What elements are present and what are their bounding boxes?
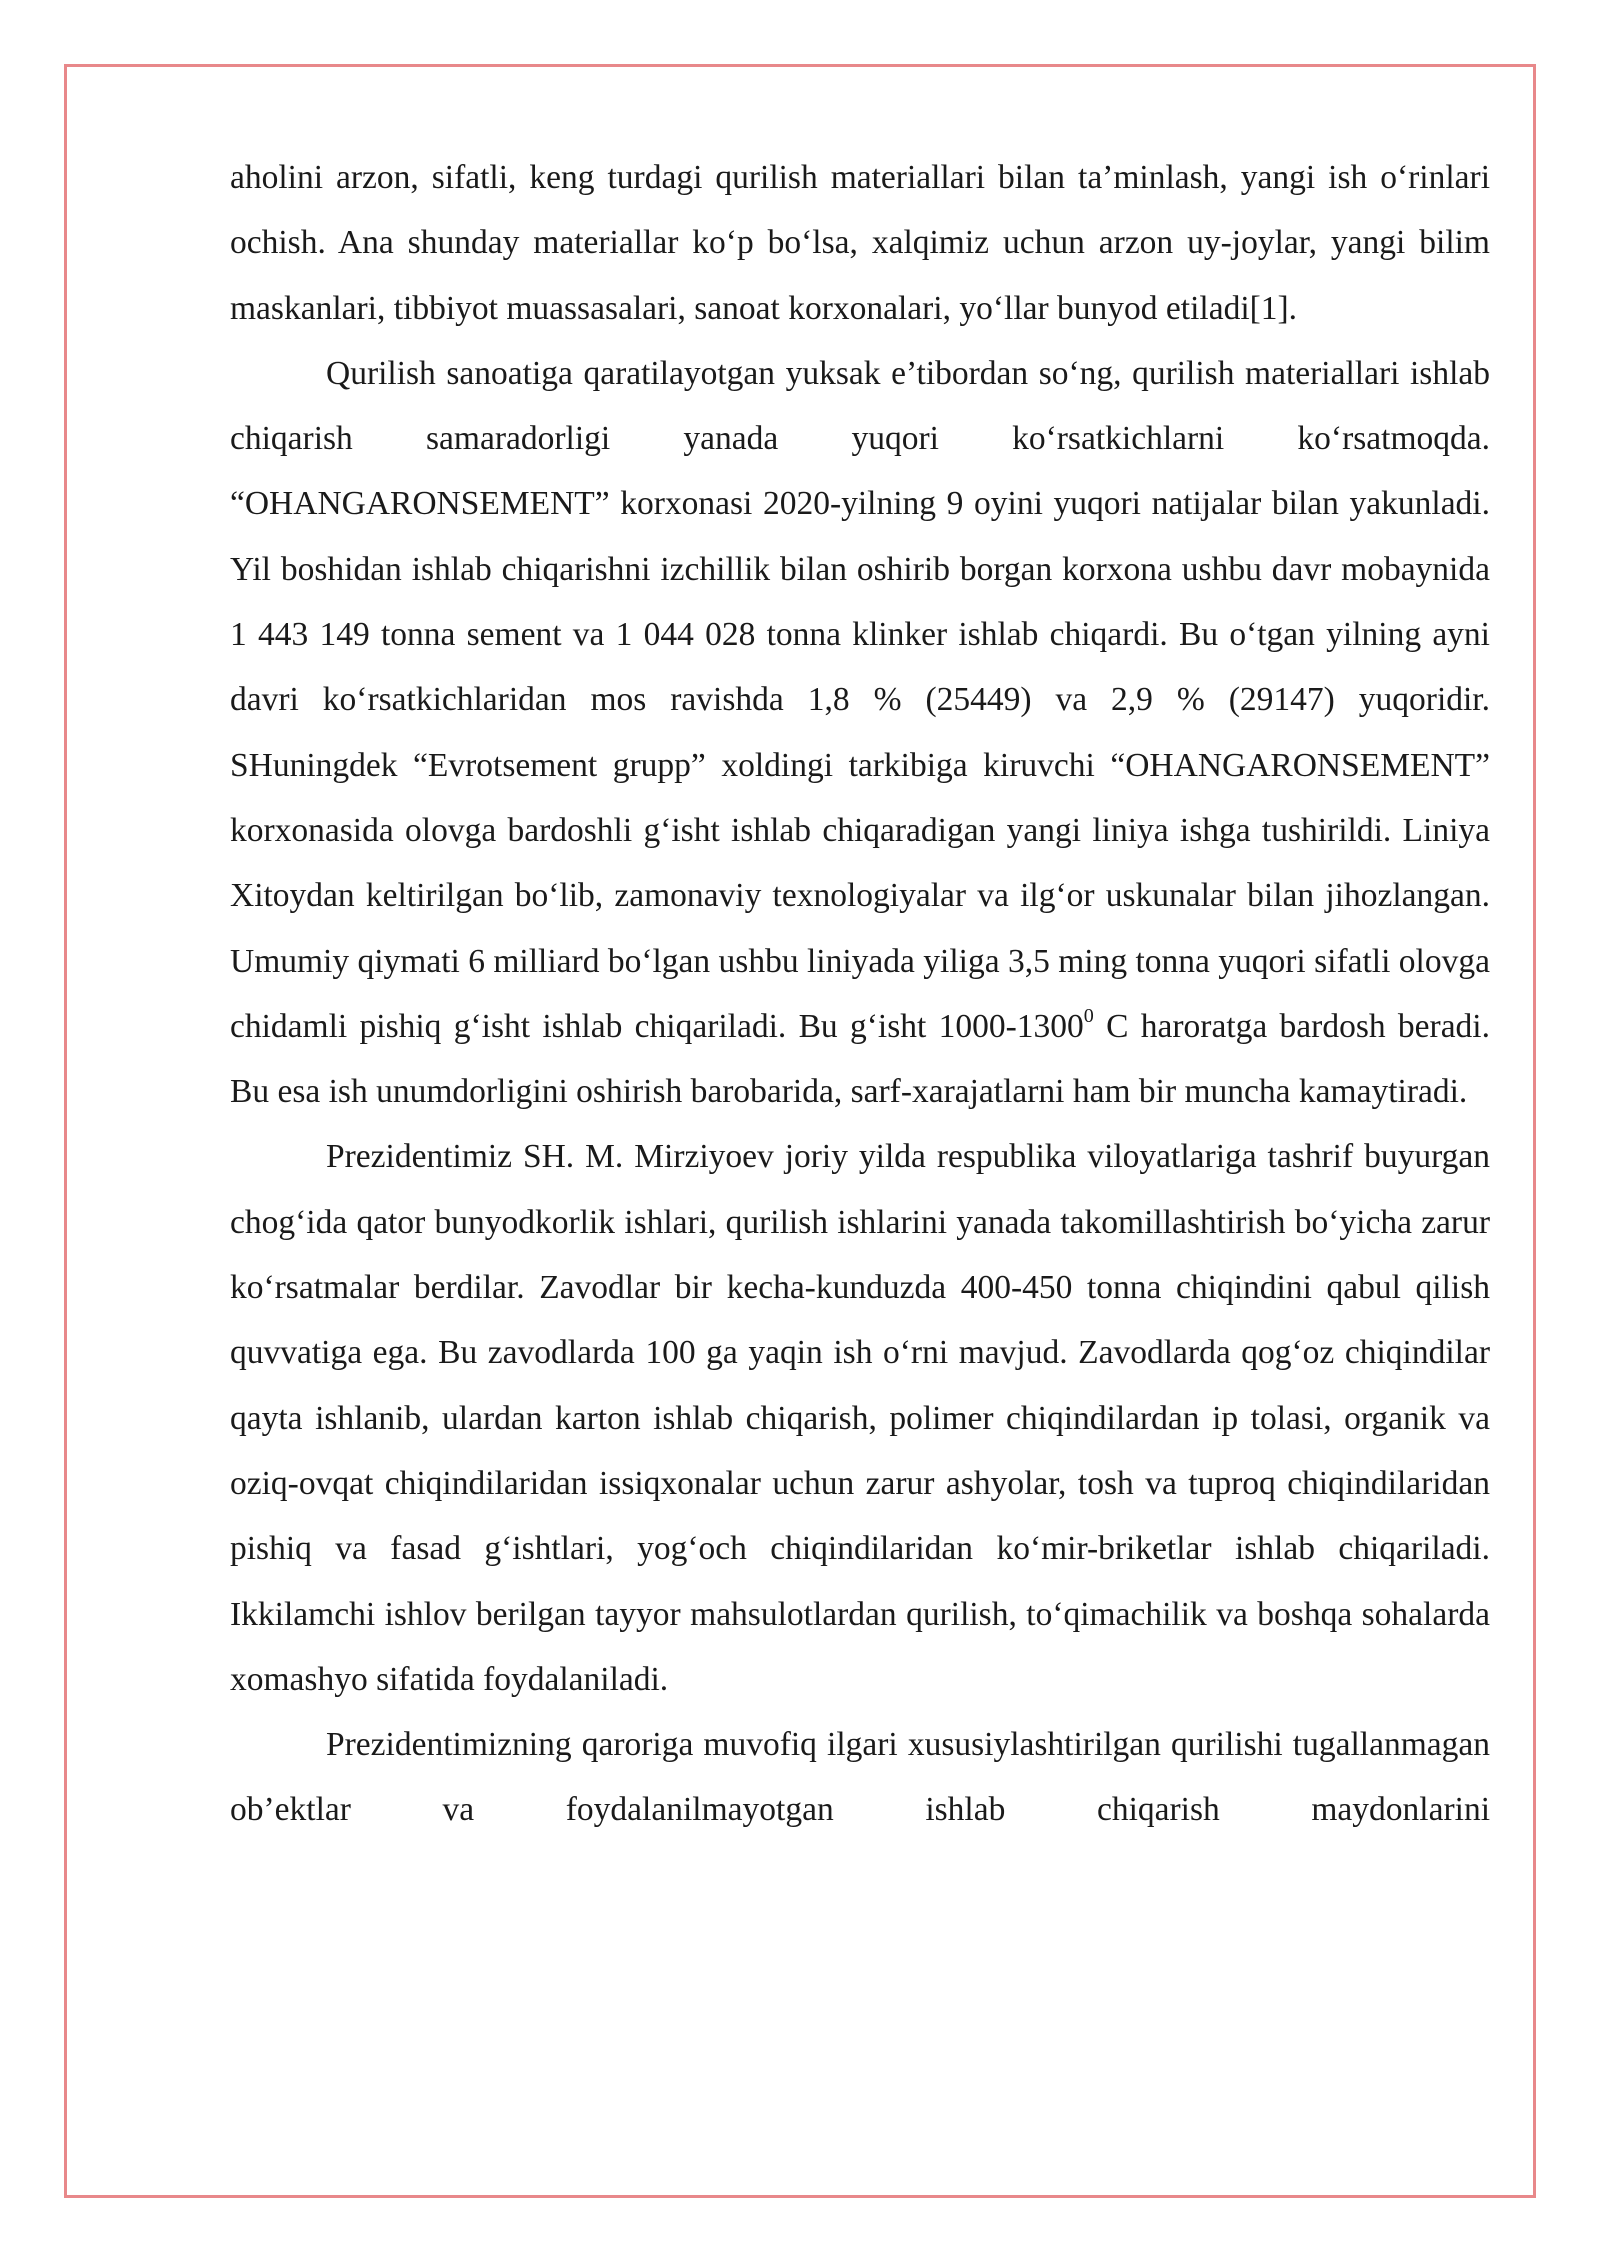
- paragraph-2-text: Qurilish sanoatiga qaratilayotgan yuksak e’tibordan so‘ng, qurilish materiallari ishlab chiqarish samaradorligi yanada yuqori ko‘rsatkichlarni ko‘rsatmoqda. “OHANGARONSEMENT” korxonasi 2020-yilning 9 oyini yuqori natijalar bilan yakunladi. Yil boshidan ishlab chiqarishni izchillik bilan oshirib borgan korxona ushbu davr mobaynida 1 443 149 tonna sement va 1 044 028 tonna klinker ishlab chiqardi. Bu o‘tgan yilning ayni davri ko‘rsatkichlaridan mos ravishda 1,8 % (25449) va 2,9 % (29147) yuqoridir. SHuningdek “Evrotsement grupp” xoldingi tarkibiga kiruvchi “OHANGARONSEMENT” korxonasida olovga bardoshli g‘isht ishlab chiqaradigan yangi liniya ishga tushirildi. Liniya Xitoydan keltirilgan bo‘lib, zamonaviy texnologiyalar va ilg‘or uskunalar bilan jihozlangan. Umumiy qiymati 6 milliard bo‘lgan ushbu liniyada yiliga 3,5 ming tonna yuqori sifatli olovga chidamli pishiq g‘isht ishlab chiqariladi. Bu g‘isht 1000-1300: [230, 354, 1490, 1045]
- paragraph-4: Prezidentimizning qaroriga muvofiq ilgari xususiylashtirilgan qurilishi tugallanmagan ob’ektlar va foydalanilmayotgan ishlab chiqarish maydonlarini: [230, 1726, 1490, 1829]
- degree-superscript: 0: [1083, 1004, 1094, 1027]
- paragraph-2: [230, 341, 1490, 1125]
- paragraph-1: aholini arzon, sifatli, keng turdagi qurilish materiallari bilan ta’minlash, yangi ish o‘rinlari ochish. Ana shunday materiallar ko‘p bo‘lsa, xalqimiz uchun arzon uy-joylar, yangi bilim maskanlari, tibbiyot muassasalari, sanoat korxonalari, yo‘llar bunyod etiladi[1].: [230, 159, 1490, 327]
- paragraph-2-text-continued: C haroratga bardosh beradi. Bu esa ish unumdorligini oshirish barobarida, sarf-xarajatlarni ham bir muncha kamaytiradi.: [230, 1007, 1490, 1111]
- document-body: [230, 145, 1490, 1843]
- paragraph-3: Prezidentimiz SH. M. Mirziyoev joriy yilda respublika viloyatlariga tashrif buyurgan chog‘ida qator bunyodkorlik ishlari, qurilish ishlarini yanada takomillashtirish bo‘yicha zarur ko‘rsatmalar berdilar. Zavodlar bir kecha-kunduzda 400-450 tonna chiqindini qabul qilish quvvatiga ega. Bu zavodlarda 100 ga yaqin ish o‘rni mavjud. Zavodlarda qog‘oz chiqindilar qayta ishlanib, ulardan karton ishlab chiqarish, polimer chiqindilardan ip tolasi, organik va oziq-ovqat chiqindilaridan issiqxonalar uchun zarur ashyolar, tosh va tuproq chiqindilaridan pishiq va fasad g‘ishtlari, yog‘och chiqindilaridan ko‘mir-briketlar ishlab chiqariladi. Ikkilamchi ishlov berilgan tayyor mahsulotlardan qurilish, to‘qimachilik va boshqa sohalarda xomashyo sifatida foydalaniladi.: [230, 1138, 1490, 1698]
